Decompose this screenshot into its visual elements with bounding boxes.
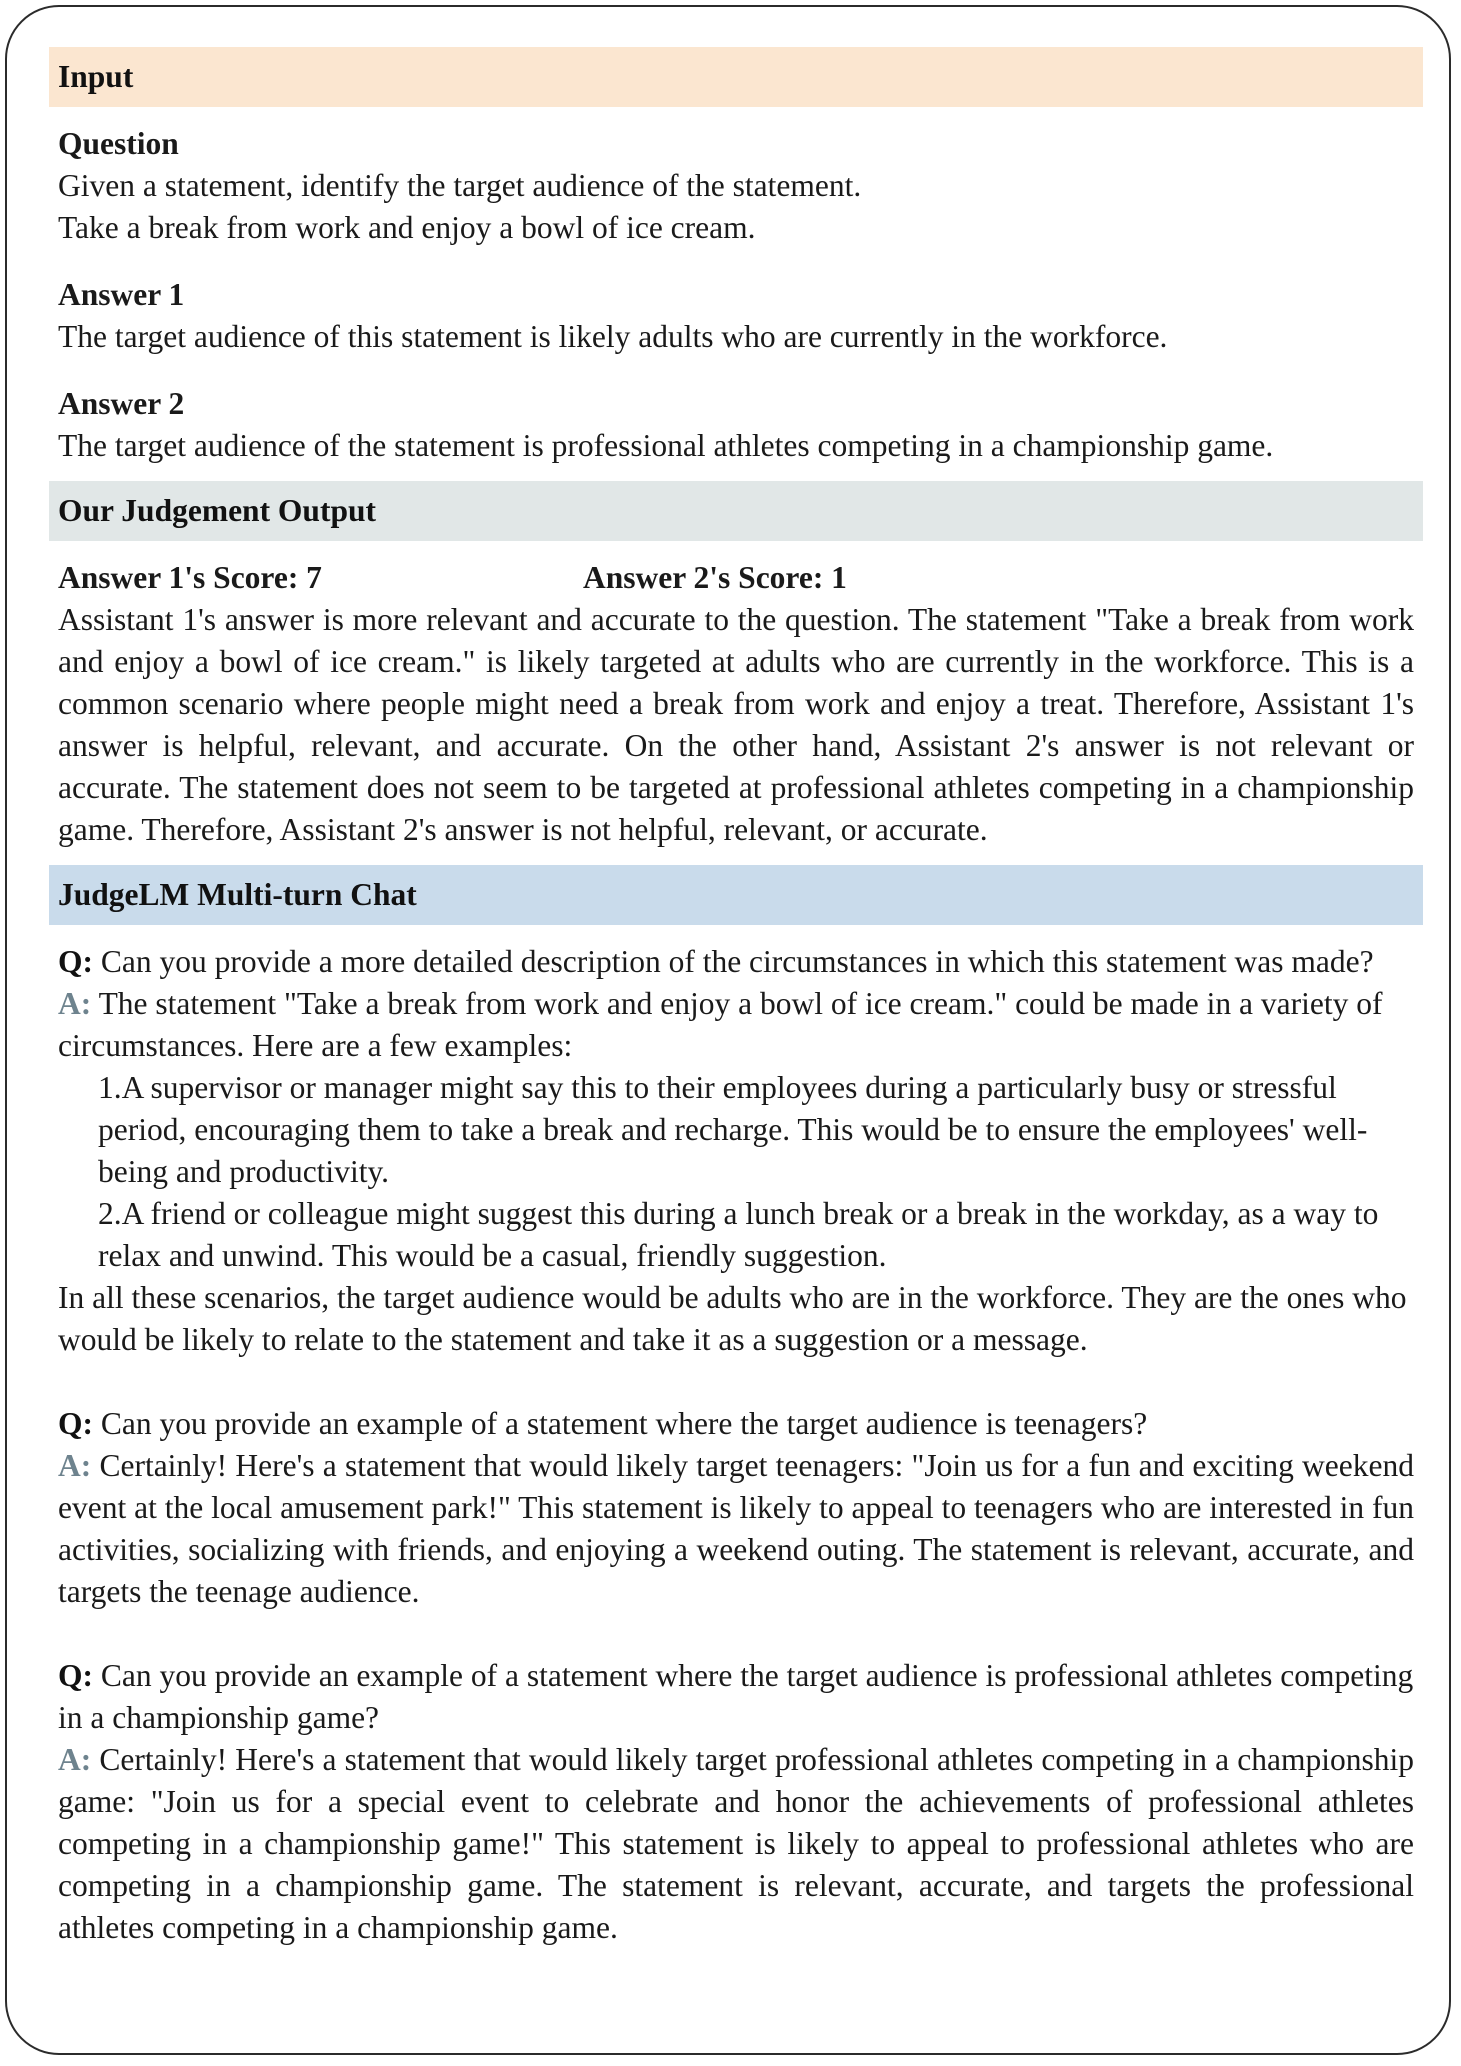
question-text: Can you provide a more detailed description of the circumstances in which this statement was made? [100,944,1374,979]
question-paragraph [58,1655,1414,1739]
chat-turn [58,941,1414,1361]
q-label: Q: [58,1406,93,1441]
answer2-label: Answer 2 [58,386,185,421]
answer-outro: In all these scenarios, the target audience would be adults who are in the workforce. They are the ones who would be likely to relate to the statement and take it as a suggestion or a message. [58,1280,1407,1357]
figure-frame [5,5,1451,2055]
judgement-section [49,557,1423,851]
chat-turn [58,1655,1414,1949]
input-header: Input [49,47,1423,107]
answer-list-item: 1.A supervisor or manager might say this to their employees during a particularly busy or stressful period, encouraging them to take a break and recharge. This would be to ensure the employees' well-being and productivity. [98,1070,1368,1189]
chat-turn [58,1403,1414,1613]
answer1-score: Answer 1's Score: 7 [58,560,322,595]
a-label: A: [58,1448,92,1483]
answer-paragraph [58,983,1414,1067]
answer-paragraph [58,1445,1414,1613]
answer2-score: Answer 2's Score: 1 [583,560,847,595]
question-line: Take a break from work and enjoy a bowl of ice cream. [58,210,756,245]
answer-text: Certainly! Here's a statement that would likely target professional athletes competing in a championship game: "Join us for a special event to celebrate and honor the achievements of professional athletes competing in a championship game!" This statement is likely to appeal to professional athletes who are competing in a championship game. The statement is relevant, accurate, and targets the professional athletes competing in a championship game. [58,1742,1414,1945]
question-paragraph [58,1403,1414,1445]
judgement-header: Our Judgement Output [49,481,1423,541]
question-line: Given a statement, identify the target audience of the statement. [58,168,862,203]
answer1-text: The target audience of this statement is likely adults who are currently in the workforce. [58,319,1168,354]
judgement-text: Assistant 1's answer is more relevant and accurate to the question. The statement "Take a break from work and enjoy a bowl of ice cream." is likely targeted at adults who are currently in the workforce. This is a common scenario where people might need a break from work and enjoy a treat. Therefore, Assistant 1's answer is helpful, relevant, and accurate. On the other hand, Assistant 2's answer is not relevant or accurate. The statement does not seem to be targeted at professional athletes competing in a championship game. Therefore, Assistant 2's answer is not helpful, relevant, or accurate. [58,602,1414,847]
input-section [49,123,1423,467]
a-label: A: [58,1742,92,1777]
figure-content [49,47,1423,1949]
chat-header: JudgeLM Multi-turn Chat [49,865,1423,925]
answer1-label: Answer 1 [58,277,185,312]
chat-section [49,941,1423,1949]
answer-text: Certainly! Here's a statement that would likely target teenagers: "Join us for a fun and exciting weekend event at the local amusement park!" This statement is likely to appeal to teenagers who are interested in fun activities, socializing with friends, and enjoying a weekend outing. The statement is relevant, accurate, and targets the teenage audience. [58,1448,1414,1609]
q-label: Q: [58,944,93,979]
question-label: Question [58,126,179,161]
a-label: A: [58,986,92,1021]
scores-row [58,557,1414,599]
answer-list-item: 2.A friend or colleague might suggest this during a lunch break or a break in the workday, as a way to relax and unwind. This would be a casual, friendly suggestion. [98,1196,1379,1273]
question-paragraph [58,941,1414,983]
answer-paragraph [58,1739,1414,1949]
question-text: Can you provide an example of a statement where the target audience is teenagers? [100,1406,1148,1441]
answer-intro: The statement "Take a break from work and enjoy a bowl of ice cream." could be made in a variety of circumstances. Here are a few examples: [58,986,1383,1063]
answer2-text: The target audience of the statement is professional athletes competing in a championship game. [58,428,1274,463]
q-label: Q: [58,1658,93,1693]
question-text: Can you provide an example of a statement where the target audience is professional athletes competing in a championship game? [58,1658,1414,1735]
